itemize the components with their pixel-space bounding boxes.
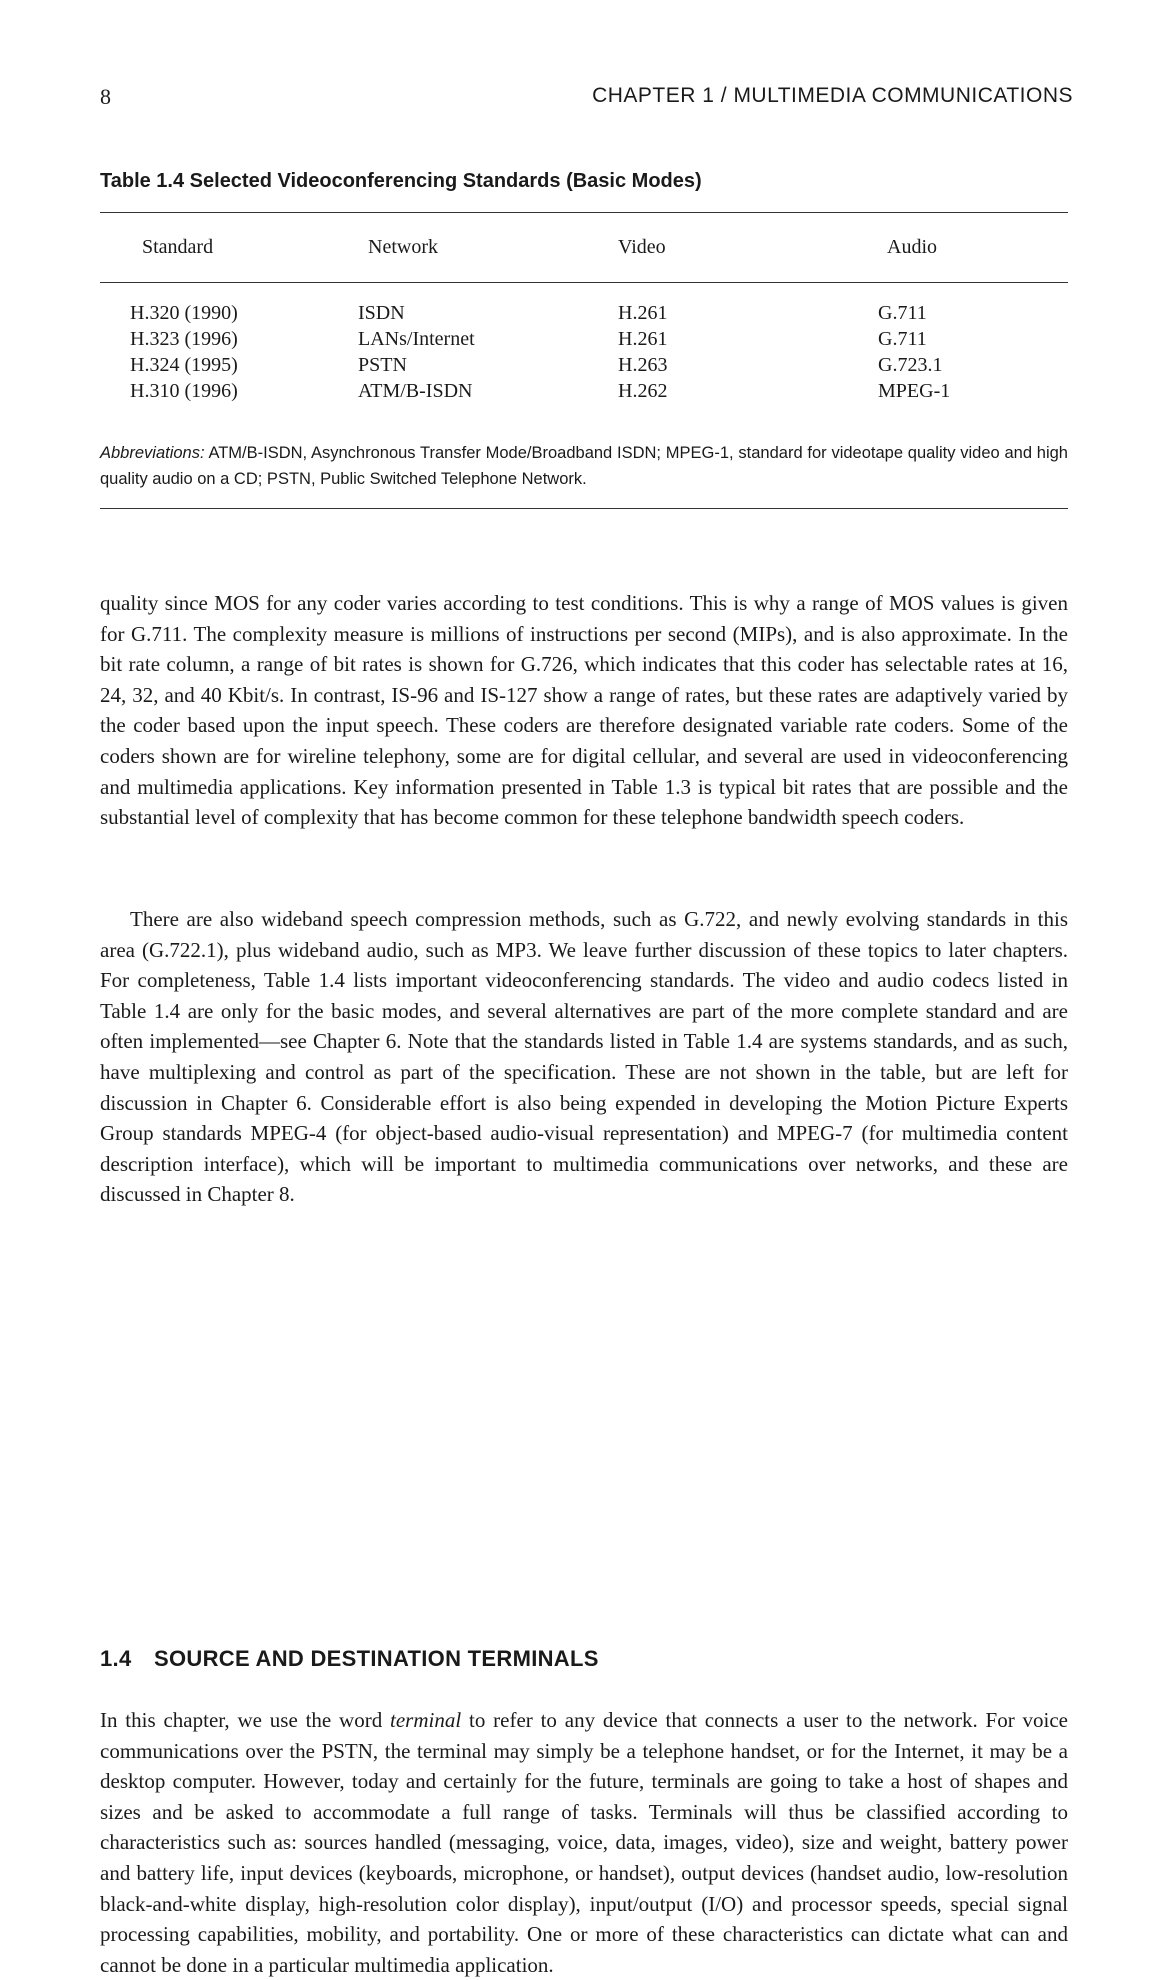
table-cell-standard: H.310 (1996) [130,380,238,402]
table-cell-standard: H.324 (1995) [130,354,238,376]
footnote-label: Abbreviations: [100,444,205,462]
table-row [100,354,1068,380]
paragraph-text: In this chapter, we use the word [100,1708,391,1732]
table-header-rule [100,282,1068,283]
column-header-audio: Audio [887,236,937,258]
table-cell-audio: G.711 [878,328,927,350]
table-cell-audio: MPEG-1 [878,380,951,402]
table-body [100,302,1068,406]
table-cell-video: H.262 [618,380,668,402]
table-cell-network: PSTN [358,354,407,376]
table-cell-audio: G.723.1 [878,354,943,376]
table-cell-audio: G.711 [878,302,927,324]
section-heading [100,1646,599,1672]
table-row [100,302,1068,328]
table-caption: Table 1.4 Selected Videoconferencing Standards (Basic Modes) [100,170,702,192]
table-footnote [100,440,1068,492]
paragraph-text: to refer to any device that connects a user to the network. For voice communications over the PSTN, the terminal may simply be a telephone handset, or for the Internet, it may be a desktop computer. However, today and certainly for the future, terminals are going to take a host of shapes and sizes and be asked to accommodate a full range of tasks. Terminals will thus be classified according to characteristics such as: sources handled (messaging, voice, data, images, video), size and weight, battery power and battery life, input devices (keyboards, microphone, or handset), output devices (handset audio, low-resolution black-and-white display, high-resolution color display), input/output (I/O) and processor speeds, special signal processing capabilities, mobility, and portability. One or more of these characteristics can dictate what can and cannot be done in a particular multimedia application. [100,1708,1068,1977]
table-cell-standard: H.320 (1990) [130,302,238,324]
table-cell-video: H.263 [618,354,668,376]
emphasized-term: terminal [390,1708,462,1732]
table-cell-network: ISDN [358,302,405,324]
table-cell-video: H.261 [618,328,668,350]
footnote-text: ATM/B-ISDN, Asynchronous Transfer Mode/Broadband ISDN; MPEG-1, standard for videotape quality video and high quality audio on a CD; PSTN, Public Switched Telephone Network. [100,444,1068,488]
table-cell-network: ATM/B-ISDN [358,380,473,402]
table-top-rule [100,212,1068,213]
running-head [100,84,1073,114]
body-paragraph-2: There are also wideband speech compression methods, such as G.722, and newly evolving standards in this area (G.722.1), plus wideband audio, such as MP3. We leave further discussion of these topics to later chapters. For completeness, Table 1.4 lists important videoconferencing standards. The video and audio codecs listed in Table 1.4 are only for the basic modes, and several alternatives are part of the more complete standard and are often implemented—see Chapter 6. Note that the standards listed in Table 1.4 are systems standards, and as such, have multiplexing and control as part of the specification. These are not shown in the table, but are left for discussion in Chapter 6. Considerable effort is also being expended in developing the Motion Picture Experts Group standards MPEG-4 (for object-based audio-visual representation) and MPEG-7 (for multimedia content description interface), which will be important to multimedia communications over networks, and these are discussed in Chapter 8. [100,907,1068,1207]
table-bottom-rule [100,508,1068,509]
page-number: 8 [100,84,112,109]
section-title: SOURCE AND DESTINATION TERMINALS [154,1646,599,1671]
column-header-video: Video [618,236,666,258]
table-row [100,328,1068,354]
column-header-standard: Standard [142,236,214,258]
table-cell-network: LANs/Internet [358,328,475,350]
table-cell-video: H.261 [618,302,668,324]
column-header-network: Network [368,236,438,258]
chapter-header: CHAPTER 1 / MULTIMEDIA COMMUNICATIONS [592,84,1073,107]
table-row [100,380,1068,406]
body-paragraph-1: quality since MOS for any coder varies according to test conditions. This is why a range of MOS values is given for G.711. The complexity measure is millions of instructions per second (MIPs), and is also approximate. In the bit rate column, a range of bit rates is shown for G.726, which indicates that this coder has selectable rates at 16, 24, 32, and 40 Kbit/s. In contrast, IS-96 and IS-127 show a range of rates, but these rates are adaptively varied by the coder based upon the input speech. These coders are therefore designated variable rate coders. Some of the coders shown are for wireline telephony, some are for digital cellular, and several are used in videoconferencing and multimedia applications. Key information presented in Table 1.3 is typical bit rates that are possible and the substantial level of complexity that has become common for these telephone bandwidth speech coders. [100,591,1068,830]
table-cell-standard: H.323 (1996) [130,328,238,350]
section-number: 1.4 [100,1646,132,1671]
body-paragraph-3 [100,1705,1068,1980]
